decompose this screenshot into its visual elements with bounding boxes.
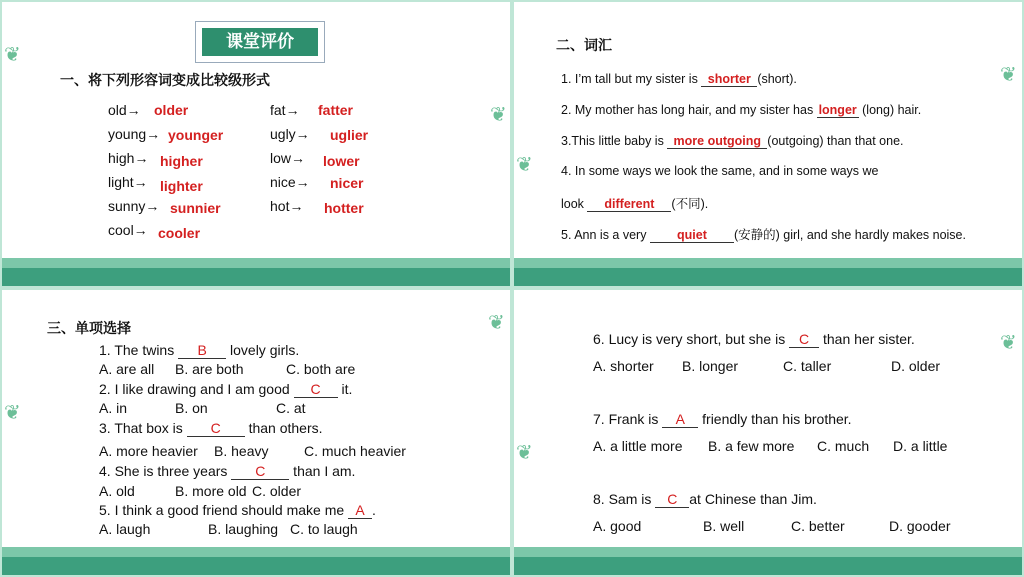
answer-blank: [348, 502, 372, 519]
vocab-line: [561, 103, 921, 118]
leaf-icon: ❦: [4, 44, 21, 66]
answer-text: more outgoing: [673, 134, 762, 148]
line-prefix: 4. In some ways we look the same, and in some ways we: [561, 164, 879, 178]
option[interactable]: C. to laugh: [290, 521, 358, 537]
answer-blank: [701, 72, 757, 87]
option[interactable]: D. older: [891, 358, 941, 374]
answer-letter: C: [667, 491, 678, 507]
answer-letter: C: [255, 463, 266, 479]
word-answer: lighter: [160, 178, 203, 194]
answer-letter: C: [799, 331, 810, 347]
word-base: old→: [108, 102, 141, 118]
slide-3[interactable]: [2, 290, 510, 575]
word-base: low→: [270, 150, 306, 166]
question-prefix: 7. Frank is: [593, 411, 663, 427]
answer-letter: A: [355, 502, 365, 518]
question-line: [99, 342, 299, 359]
question-suffix: .: [372, 502, 376, 518]
answer-blank: [587, 197, 671, 212]
answer-blank: [187, 420, 245, 437]
word-base: hot→: [270, 198, 304, 214]
option[interactable]: A. a little more: [593, 438, 683, 454]
question-suffix: lovely girls.: [226, 342, 300, 358]
slide-4[interactable]: [514, 290, 1022, 575]
question-line: [99, 381, 352, 398]
question-line: [99, 502, 376, 519]
title-box: [195, 21, 325, 63]
word-answer: higher: [160, 153, 203, 169]
option[interactable]: C. older: [252, 483, 302, 499]
question-suffix: than others.: [244, 420, 323, 436]
slide-2[interactable]: [514, 2, 1022, 286]
line-prefix: 5. Ann is a very: [561, 228, 650, 242]
section-heading: 二、词汇: [556, 37, 612, 53]
line-suffix: (安静的) girl, and she hardly makes noise.: [733, 228, 966, 242]
question-line: [593, 411, 852, 428]
vocab-line: [561, 164, 879, 178]
option[interactable]: C. much heavier: [304, 443, 406, 459]
answer-text: shorter: [707, 72, 751, 86]
option[interactable]: D. a little: [893, 438, 948, 454]
word-answer: nicer: [330, 175, 364, 191]
question-suffix: than I am.: [289, 463, 356, 479]
option[interactable]: C. much: [817, 438, 870, 454]
leaf-icon: ❦: [516, 154, 533, 176]
option[interactable]: A. old: [99, 483, 135, 499]
answer-text: longer: [818, 103, 857, 117]
word-answer: cooler: [158, 225, 201, 241]
line-suffix: (long) hair.: [858, 103, 922, 117]
line-suffix: (short).: [757, 72, 797, 86]
slide-2-ground: [514, 268, 1022, 286]
option[interactable]: A. laugh: [99, 521, 151, 537]
section-heading: 一、将下列形容词变成比较级形式: [60, 72, 270, 88]
leaf-icon: ❦: [1000, 332, 1017, 354]
question-prefix: 6. Lucy is very short, but she is: [593, 331, 790, 347]
word-base: light→: [108, 174, 148, 190]
word-answer: older: [154, 102, 189, 118]
slide-2-ground-light: [514, 258, 1022, 268]
question-prefix: 1. The twins: [99, 342, 179, 358]
option[interactable]: A. are all: [99, 361, 155, 377]
option[interactable]: C. both are: [286, 361, 356, 377]
section-heading: 三、单项选择: [47, 320, 131, 336]
line-suffix: (不同).: [671, 197, 709, 211]
vocab-line: [561, 72, 797, 87]
slide-1-ground-light: [2, 258, 510, 268]
answer-blank: [650, 228, 734, 243]
option[interactable]: D. gooder: [889, 518, 951, 534]
option[interactable]: A. good: [593, 518, 642, 534]
question-prefix: 8. Sam is: [593, 491, 656, 507]
line-suffix: (outgoing) than that one.: [767, 134, 904, 148]
word-base: nice→: [270, 174, 310, 190]
leaf-icon: ❦: [516, 442, 533, 464]
word-answer: hotter: [324, 200, 364, 216]
word-base: young→: [108, 126, 161, 142]
word-answer: younger: [168, 127, 224, 143]
vocab-line: [561, 134, 904, 149]
slide-1[interactable]: [2, 2, 510, 286]
word-answer: uglier: [330, 127, 369, 143]
answer-letter: C: [310, 381, 321, 397]
vocab-line: [561, 194, 708, 212]
slide-4-ground-light: [514, 547, 1022, 557]
answer-text: different: [604, 197, 655, 211]
answer-blank: [231, 463, 289, 480]
vocab-line: [561, 225, 966, 243]
option[interactable]: B. on: [175, 400, 208, 416]
question-prefix: 3. That box is: [99, 420, 187, 436]
word-base: fat→: [270, 102, 300, 118]
word-answer: sunnier: [170, 200, 221, 216]
leaf-icon: ❦: [488, 312, 505, 334]
question-suffix: than her sister.: [819, 331, 915, 347]
question-line: [99, 420, 323, 437]
answer-blank: [662, 411, 698, 428]
slide-3-ground-light: [2, 547, 510, 557]
word-base: ugly→: [270, 126, 310, 142]
answer-text: quiet: [677, 228, 707, 242]
question-line: [593, 491, 817, 508]
option[interactable]: B. longer: [682, 358, 739, 374]
question-line: [99, 463, 355, 480]
option[interactable]: C. better: [791, 518, 845, 534]
option[interactable]: B. laughing: [208, 521, 279, 537]
question-suffix: at Chinese than Jim.: [689, 491, 817, 507]
answer-blank: [655, 491, 689, 508]
leaf-icon: ❦: [490, 104, 507, 126]
line-prefix: 3.This little baby is: [561, 134, 668, 148]
answer-letter: B: [197, 342, 207, 358]
option[interactable]: A. in: [99, 400, 128, 416]
option[interactable]: B. a few more: [708, 438, 795, 454]
line-prefix: look: [561, 197, 588, 211]
question-prefix: 2. I like drawing and I am good: [99, 381, 294, 397]
answer-blank: [789, 331, 819, 348]
leaf-icon: ❦: [4, 402, 21, 424]
option[interactable]: A. shorter: [593, 358, 654, 374]
option[interactable]: C. at: [276, 400, 306, 416]
word-answer: fatter: [318, 102, 354, 118]
option[interactable]: B. more old: [175, 483, 247, 499]
slide-1-ground: [2, 268, 510, 286]
option[interactable]: B. well: [703, 518, 745, 534]
question-suffix: it.: [337, 381, 353, 397]
line-prefix: 2. My mother has long hair, and my sister has: [561, 103, 817, 117]
word-base: cool→: [108, 222, 148, 238]
option[interactable]: B. heavy: [214, 443, 269, 459]
question-prefix: 5. I think a good friend should make me: [99, 502, 349, 518]
answer-blank: [667, 134, 767, 149]
answer-letter: C: [210, 420, 221, 436]
answer-blank: [294, 381, 338, 398]
answer-letter: A: [675, 411, 685, 427]
word-base: high→: [108, 150, 149, 166]
question-prefix: 4. She is three years: [99, 463, 232, 479]
question-suffix: friendly than his brother.: [698, 411, 852, 427]
slide-4-ground: [514, 557, 1022, 575]
answer-blank: [817, 103, 859, 118]
slide-3-ground: [2, 557, 510, 575]
slide-title: 课堂评价: [202, 28, 318, 56]
option[interactable]: A. more heavier: [99, 443, 198, 459]
question-line: [593, 331, 915, 348]
option[interactable]: B. are both: [175, 361, 244, 377]
option[interactable]: C. taller: [783, 358, 832, 374]
answer-blank: [178, 342, 226, 359]
leaf-icon: ❦: [1000, 64, 1017, 86]
word-base: sunny→: [108, 198, 160, 214]
line-prefix: 1. I’m tall but my sister is: [561, 72, 702, 86]
word-answer: lower: [323, 153, 360, 169]
